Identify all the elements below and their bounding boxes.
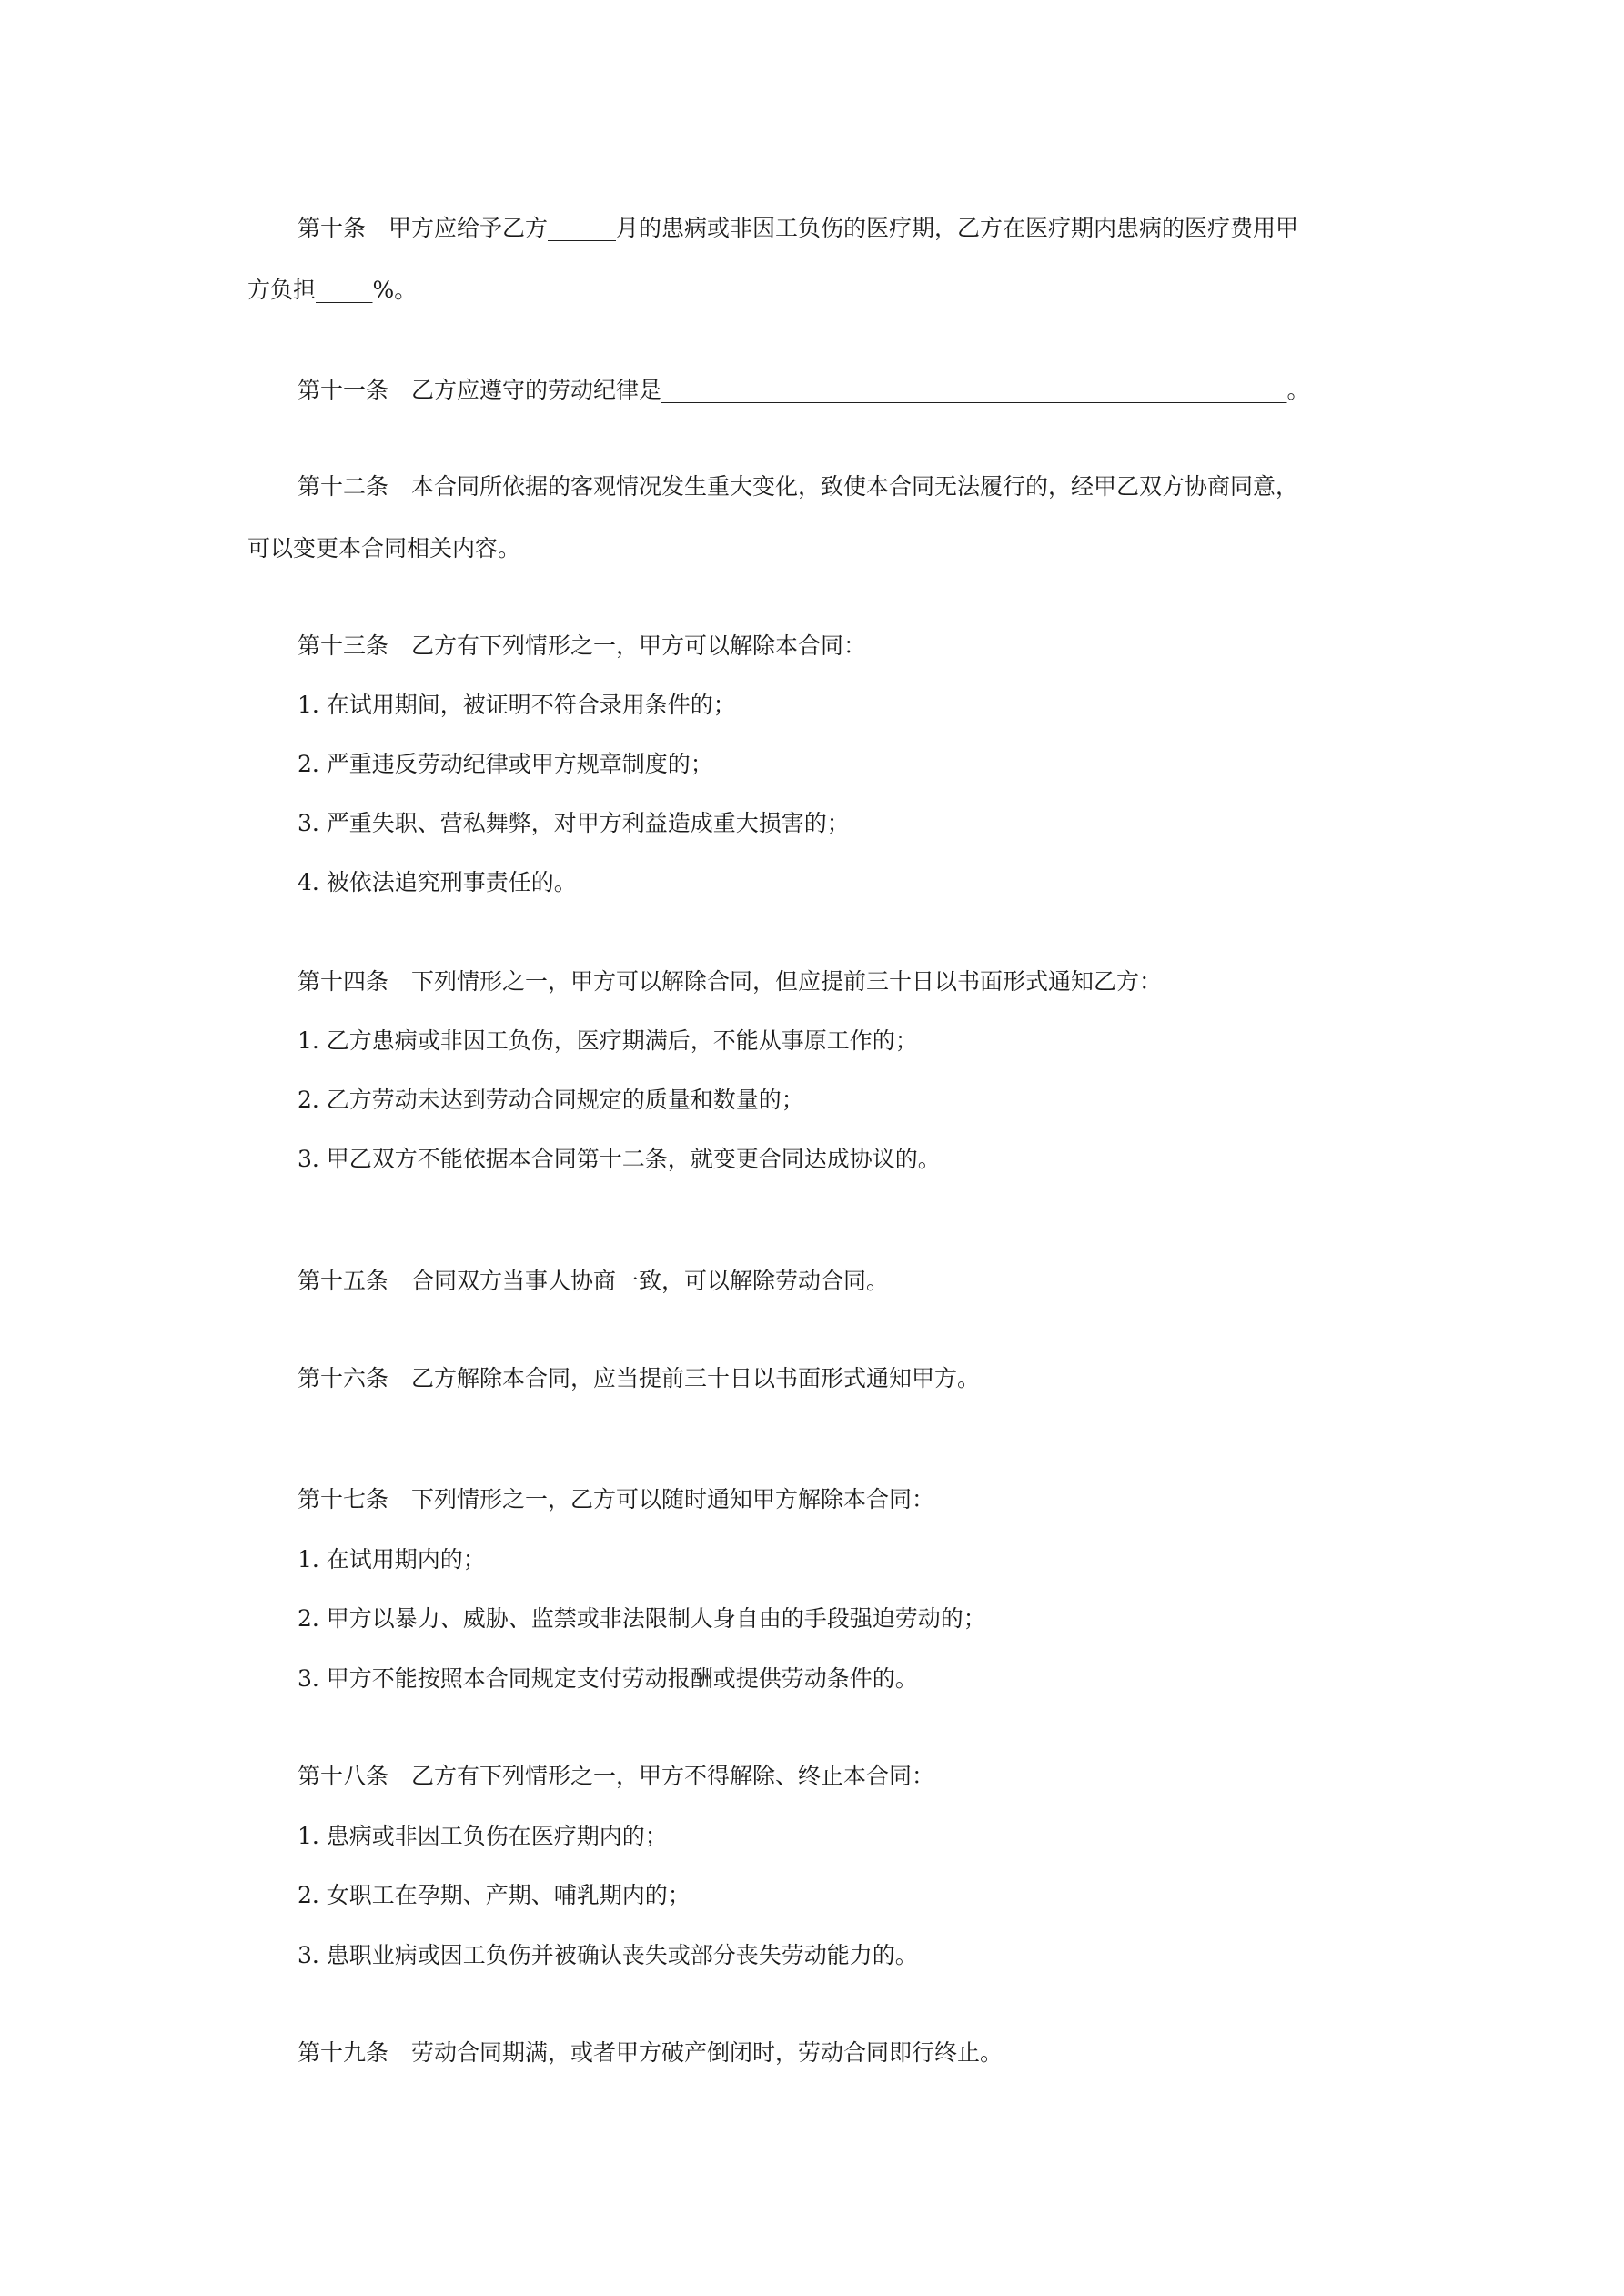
article-14-item-2: 2. 乙方劳动未达到劳动合同规定的质量和数量的； <box>298 1087 804 1113</box>
article-13-line-1: 第十三条 乙方有下列情形之一，甲方可以解除本合同： <box>298 632 867 659</box>
article-12-line-2: 可以变更本合同相关内容。 <box>247 535 521 561</box>
article-13-item-3: 3. 严重失职、营私舞弊，对甲方利益造成重大损害的； <box>298 810 850 836</box>
article-18-item-2: 2. 女职工在孕期、产期、哺乳期内的； <box>298 1882 691 1908</box>
article-18-item-3: 3. 患职业病或因工负伤并被确认丧失或部分丧失劳动能力的。 <box>298 1942 918 1968</box>
article-14-line-1: 第十四条 下列情形之一，甲方可以解除合同，但应提前三十日以书面形式通知乙方： <box>298 968 1163 995</box>
article-15-line-1: 第十五条 合同双方当事人协商一致，可以解除劳动合同。 <box>298 1268 890 1294</box>
article-17-item-2: 2. 甲方以暴力、威胁、监禁或非法限制人身自由的手段强迫劳动的； <box>298 1605 986 1632</box>
article-18-item-1: 1. 患病或非因工负伤在医疗期内的； <box>298 1823 668 1849</box>
article-10-line-2: 方负担_____%。 <box>247 277 418 303</box>
article-10-line-1: 第十条 甲方应给予乙方______月的患病或非因工负伤的医疗期，乙方在医疗期内患病的医疗费用甲 <box>298 215 1299 241</box>
article-13-item-2: 2. 严重违反劳动纪律或甲方规章制度的； <box>298 751 713 777</box>
article-18-line-1: 第十八条 乙方有下列情形之一，甲方不得解除、终止本合同： <box>298 1763 935 1789</box>
article-17-item-1: 1. 在试用期内的； <box>298 1546 486 1573</box>
article-17-line-1: 第十七条 下列情形之一，乙方可以随时通知甲方解除本合同： <box>298 1486 935 1512</box>
article-11-line-1: 第十一条 乙方应遵守的劳动纪律是_______________________________________________________。 <box>298 377 1310 403</box>
article-13-item-4: 4. 被依法追究刑事责任的。 <box>298 869 577 895</box>
article-13-item-1: 1. 在试用期间，被证明不符合录用条件的； <box>298 692 736 718</box>
article-12-line-1: 第十二条 本合同所依据的客观情况发生重大变化，致使本合同无法履行的，经甲乙双方协商同意， <box>298 473 1299 500</box>
article-16-line-1: 第十六条 乙方解除本合同，应当提前三十日以书面形式通知甲方。 <box>298 1365 981 1391</box>
article-19-line-1: 第十九条 劳动合同期满，或者甲方破产倒闭时，劳动合同即行终止。 <box>298 2039 1004 2066</box>
article-14-item-3: 3. 甲乙双方不能依据本合同第十二条，就变更合同达成协议的。 <box>298 1146 941 1172</box>
article-17-item-3: 3. 甲方不能按照本合同规定支付劳动报酬或提供劳动条件的。 <box>298 1665 918 1692</box>
article-14-item-1: 1. 乙方患病或非因工负伤，医疗期满后，不能从事原工作的； <box>298 1027 918 1054</box>
